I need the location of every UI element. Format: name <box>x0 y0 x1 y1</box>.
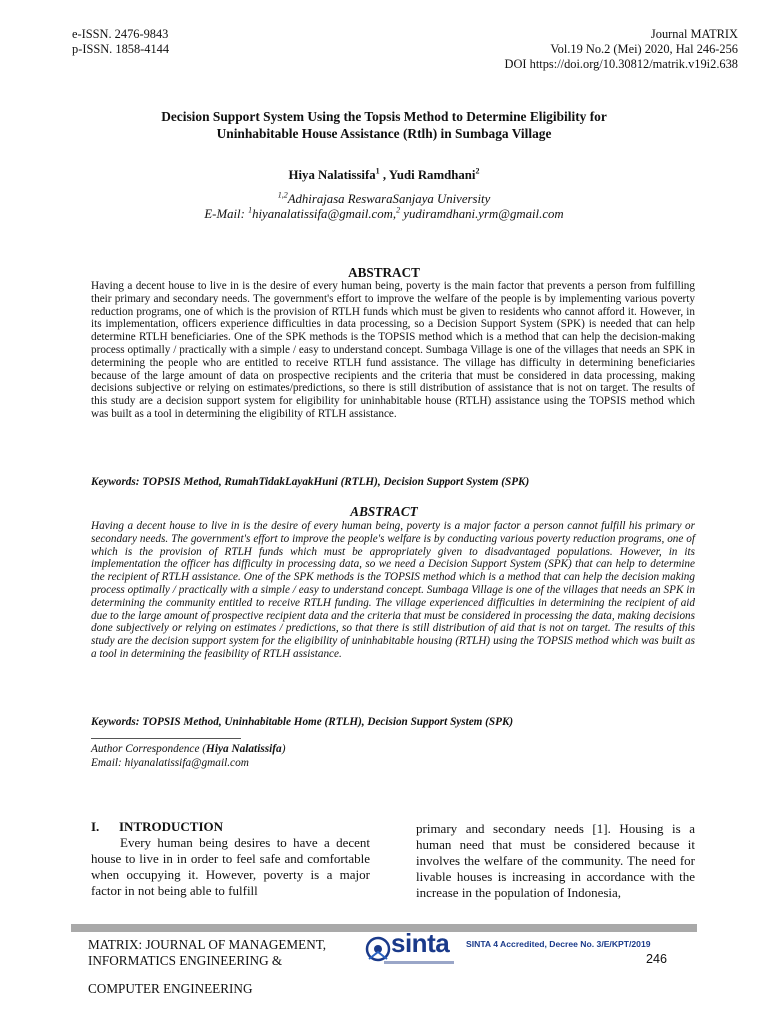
footnote-divider <box>91 738 241 739</box>
intro-left-column <box>91 819 370 899</box>
footer-journal-name <box>88 937 326 969</box>
abstract-keywords-translated: Keywords: TOPSIS Method, Uninhabitable Home (RTLH), Decision Support System (SPK) <box>91 716 514 728</box>
author-2: Yudi Ramdhani <box>388 168 476 182</box>
paper-title-line2: Uninhabitable House Assistance (Rtlh) in Sumbaga Village <box>216 126 552 141</box>
correspondence-name: Hiya Nalatissifa <box>206 743 282 755</box>
author-separator: , <box>379 168 389 182</box>
footer-journal-line3: COMPUTER ENGINEERING <box>88 981 253 996</box>
correspondence-close: ) <box>281 743 286 755</box>
section-title: INTRODUCTION <box>119 819 224 834</box>
abstract-heading-translated: ABSTRACT <box>350 504 418 519</box>
footer-bar <box>71 924 697 932</box>
email-label: E-Mail: <box>204 207 249 221</box>
paper-title-line1: Decision Support System Using the Topsis Method to Determine Eligibility for <box>161 109 607 124</box>
author-1-sup: 1 <box>375 166 380 176</box>
author-1: Hiya Nalatissifa <box>288 168 376 182</box>
email-2[interactable]: yudiramdhani.yrm@gmail.com <box>400 207 564 221</box>
email-1[interactable]: hiyanalatissifa@gmail.com, <box>252 207 397 221</box>
affiliation-sup: 1,2 <box>277 190 288 200</box>
affiliation: Adhirajasa ReswaraSanjaya University <box>287 192 491 206</box>
correspondence-label: Author Correspondence ( <box>91 743 207 755</box>
section-number: I. <box>91 819 100 834</box>
correspondence-email[interactable]: Email: hiyanalatissifa@gmail.com <box>91 757 249 769</box>
paper-title <box>60 108 708 142</box>
author-correspondence <box>91 742 491 770</box>
eissn: e-ISSN. 2476-9843 <box>72 27 169 41</box>
footer-journal-line1: MATRIX: JOURNAL OF MANAGEMENT, <box>88 937 327 952</box>
email-2-sup: 2 <box>396 205 401 215</box>
author-list <box>0 168 768 183</box>
intro-paragraph-left: Every human being desires to have a decent house to live in in order to feel safe and comfortable when occupying it. However, poverty is a major factor in not being able to fulfill <box>91 835 370 898</box>
affiliation-block <box>0 192 768 222</box>
abstract-text: Having a decent house to live in is the desire of every human being, poverty is the main factor that prevents a person from fulfilling their primary and secondary needs. The government's effort to improve the welfare of the people is by implementing various poverty reduction programs, one of which is the provision of RTLH funds which must be given to residents who cannot afford it. However, in its implementation, officers experience difficulties in data processing, so a Decision Support System (SPK) is needed that can help determine RTLH beneficiaries. One of the SPK methods is the TOPSIS method which is a method that can help the decision-making process optimally / practically with a simple / easy to understand concept. Sumbaga Village is one of the villages that needs an SPK in determining the people who are entitled to receive RTLH fund assistance. The village has difficulty in determining beneficiaries because of the large amount of data on prospective recipients and the criteria that must be considered in data processing, making decisions subjective or relying on estimates/predictions, so there is still distribution of assistance that is not on target. The results of this study are a decision support system for eligibility for uninhabitable house (RTLH) assistance using the TOPSIS method which was built as a tool in determining the eligibility of RTLH assistance. <box>91 280 695 420</box>
journal-doi[interactable]: DOI https://doi.org/10.30812/matrik.v19i2.638 <box>504 57 738 71</box>
journal-info-block <box>505 27 738 72</box>
intro-right-column: primary and secondary needs [1]. Housing is a human need that must be considered because it involves the welfare of the community. The need for livable houses is increasing in accordance with the increase in the population of Indonesia, <box>416 821 695 900</box>
author-2-sup: 2 <box>475 166 480 176</box>
pissn: p-ISSN. 1858-4144 <box>72 42 170 56</box>
journal-volume: Vol.19 No.2 (Mei) 2020, Hal 246-256 <box>550 42 738 56</box>
email-1-sup: 1 <box>248 205 253 215</box>
journal-issn-block <box>72 27 169 57</box>
page-number: 246 <box>646 952 668 966</box>
abstract-heading: ABSTRACT <box>348 265 420 280</box>
journal-name: Journal MATRIX <box>650 27 738 41</box>
abstract-keywords: Keywords: TOPSIS Method, RumahTidakLayakHuni (RTLH), Decision Support System (SPK) <box>91 476 530 488</box>
abstract-text-translated: Having a decent house to live in is the desire of every human being, poverty is a major factor a person cannot fulfill his primary or secondary needs. The government's effort to improve the people's welfare is by conducting various poverty reduction programs, one of which is the provision of RTLH funds which must be appropriately given to disadvantaged populations. However, in its implementation the officer has difficulty in processing data, so we need a Decision Support System (SPK) that can help to determine the recipient of RTLH assistance. One of the SPK methods is the TOPSIS method which is a method that can help the decision making process optimally / practically with a simple / easy to understand concept. Sumbaga Village is one of the villages that needs an SPK in determining the community entitled to receive RTLH funding. The village experienced difficulties in determining the recipient of aid due to the large amount of prospective recipient data and the criteria that must be considered in processing the data, making decisions done subjectively or relying on estimates / predictions, so that there is still distribution of aid that is not on target. The results of this study are the decision support system for the eligibility of uninhabitable housing (RTLH) using the TOPSIS method which was built as a tool in determining the feasibility of RTLH assistance. <box>91 520 695 660</box>
accreditation-note: SINTA 4 Accredited, Decree No. 3/E/KPT/2019 <box>466 939 651 949</box>
sinta-logo-text: sinta <box>391 928 450 958</box>
section-heading-introduction <box>91 819 370 835</box>
footer-journal-line2: INFORMATICS ENGINEERING & <box>88 953 283 968</box>
